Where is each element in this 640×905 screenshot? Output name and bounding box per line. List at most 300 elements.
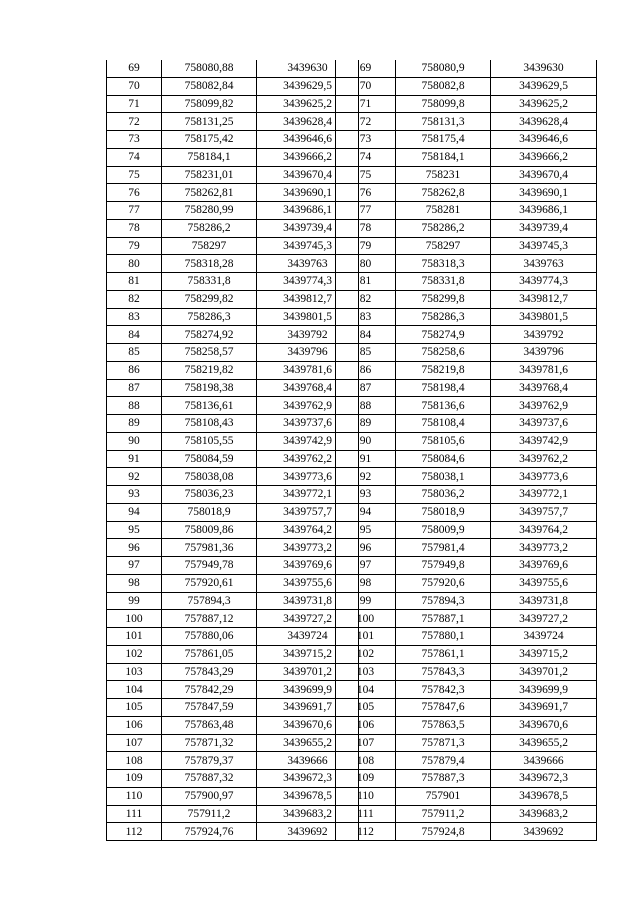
point-number-cell: 106 xyxy=(336,716,396,734)
y-coordinate-cell: 3439683,2 xyxy=(491,805,597,823)
x-coordinate-cell: 757861,1 xyxy=(396,645,491,663)
y-coordinate-cell: 3439629,5 xyxy=(257,77,359,95)
table-row xyxy=(107,113,359,131)
table-row xyxy=(107,628,359,646)
y-coordinate-cell: 3439812,7 xyxy=(257,290,359,308)
x-coordinate-cell: 758136,61 xyxy=(162,397,257,415)
x-coordinate-cell: 758299,8 xyxy=(396,290,491,308)
table-row xyxy=(336,521,597,539)
y-coordinate-cell: 3439691,7 xyxy=(257,699,359,717)
point-number-cell: 71 xyxy=(336,95,396,113)
coordinates-table-left-body xyxy=(107,60,359,841)
point-number-cell: 88 xyxy=(107,397,162,415)
y-coordinate-cell: 3439655,2 xyxy=(491,734,597,752)
x-coordinate-cell: 758131,25 xyxy=(162,113,257,131)
x-coordinate-cell: 758099,8 xyxy=(396,95,491,113)
point-number-cell: 90 xyxy=(336,432,396,450)
table-row xyxy=(107,557,359,575)
point-number-cell: 97 xyxy=(336,557,396,575)
y-coordinate-cell: 3439666,2 xyxy=(491,148,597,166)
table-row xyxy=(107,574,359,592)
coordinates-table-left xyxy=(106,60,359,841)
point-number-cell: 108 xyxy=(107,752,162,770)
y-coordinate-cell: 3439739,4 xyxy=(257,219,359,237)
y-coordinate-cell: 3439630 xyxy=(257,60,359,77)
table-row xyxy=(107,486,359,504)
table-row xyxy=(107,77,359,95)
x-coordinate-cell: 758297 xyxy=(162,237,257,255)
y-coordinate-cell: 3439646,6 xyxy=(257,131,359,149)
point-number-cell: 111 xyxy=(107,805,162,823)
y-coordinate-cell: 3439731,8 xyxy=(491,592,597,610)
point-number-cell: 99 xyxy=(107,592,162,610)
y-coordinate-cell: 3439773,6 xyxy=(257,468,359,486)
point-number-cell: 89 xyxy=(336,415,396,433)
x-coordinate-cell: 758299,82 xyxy=(162,290,257,308)
x-coordinate-cell: 758198,38 xyxy=(162,379,257,397)
point-number-cell: 80 xyxy=(336,255,396,273)
y-coordinate-cell: 3439796 xyxy=(491,344,597,362)
point-number-cell: 86 xyxy=(336,361,396,379)
y-coordinate-cell: 3439742,9 xyxy=(257,432,359,450)
point-number-cell: 71 xyxy=(107,95,162,113)
point-number-cell: 110 xyxy=(336,787,396,805)
table-row xyxy=(107,503,359,521)
x-coordinate-cell: 758108,43 xyxy=(162,415,257,433)
x-coordinate-cell: 757847,6 xyxy=(396,699,491,717)
x-coordinate-cell: 757949,78 xyxy=(162,557,257,575)
point-number-cell: 77 xyxy=(336,202,396,220)
x-coordinate-cell: 757847,59 xyxy=(162,699,257,717)
point-number-cell: 84 xyxy=(336,326,396,344)
point-number-cell: 79 xyxy=(107,237,162,255)
y-coordinate-cell: 3439762,2 xyxy=(257,450,359,468)
point-number-cell: 89 xyxy=(107,415,162,433)
x-coordinate-cell: 757920,6 xyxy=(396,574,491,592)
y-coordinate-cell: 3439737,6 xyxy=(257,415,359,433)
x-coordinate-cell: 758080,9 xyxy=(396,60,491,77)
table-row xyxy=(336,432,597,450)
y-coordinate-cell: 3439727,2 xyxy=(257,610,359,628)
y-coordinate-cell: 3439701,2 xyxy=(257,663,359,681)
table-row xyxy=(107,645,359,663)
point-number-cell: 81 xyxy=(336,273,396,291)
y-coordinate-cell: 3439762,9 xyxy=(491,397,597,415)
x-coordinate-cell: 758184,1 xyxy=(162,148,257,166)
y-coordinate-cell: 3439666 xyxy=(257,752,359,770)
x-coordinate-cell: 757879,37 xyxy=(162,752,257,770)
table-row xyxy=(336,131,597,149)
point-number-cell: 104 xyxy=(336,681,396,699)
x-coordinate-cell: 757924,76 xyxy=(162,823,257,841)
y-coordinate-cell: 3439763 xyxy=(257,255,359,273)
y-coordinate-cell: 3439692 xyxy=(491,823,597,841)
y-coordinate-cell: 3439773,6 xyxy=(491,468,597,486)
y-coordinate-cell: 3439755,6 xyxy=(491,574,597,592)
table-row xyxy=(336,752,597,770)
y-coordinate-cell: 3439670,6 xyxy=(257,716,359,734)
point-number-cell: 70 xyxy=(336,77,396,95)
point-number-cell: 105 xyxy=(107,699,162,717)
point-number-cell: 102 xyxy=(336,645,396,663)
point-number-cell: 87 xyxy=(107,379,162,397)
x-coordinate-cell: 757842,29 xyxy=(162,681,257,699)
point-number-cell: 78 xyxy=(107,219,162,237)
table-row xyxy=(107,681,359,699)
point-number-cell: 79 xyxy=(336,237,396,255)
y-coordinate-cell: 3439774,3 xyxy=(491,273,597,291)
table-row xyxy=(107,450,359,468)
point-number-cell: 95 xyxy=(107,521,162,539)
x-coordinate-cell: 757863,5 xyxy=(396,716,491,734)
y-coordinate-cell: 3439690,1 xyxy=(257,184,359,202)
table-row xyxy=(336,361,597,379)
table-row xyxy=(107,237,359,255)
table-row xyxy=(336,450,597,468)
table-row xyxy=(336,273,597,291)
table-row xyxy=(336,237,597,255)
point-number-cell: 90 xyxy=(107,432,162,450)
table-row xyxy=(107,131,359,149)
y-coordinate-cell: 3439801,5 xyxy=(491,308,597,326)
y-coordinate-cell: 3439727,2 xyxy=(491,610,597,628)
table-row xyxy=(107,592,359,610)
y-coordinate-cell: 3439772,1 xyxy=(257,486,359,504)
x-coordinate-cell: 757863,48 xyxy=(162,716,257,734)
y-coordinate-cell: 3439666,2 xyxy=(257,148,359,166)
point-number-cell: 72 xyxy=(107,113,162,131)
x-coordinate-cell: 758184,1 xyxy=(396,148,491,166)
table-row xyxy=(107,610,359,628)
point-number-cell: 74 xyxy=(107,148,162,166)
point-number-cell: 103 xyxy=(336,663,396,681)
x-coordinate-cell: 758258,57 xyxy=(162,344,257,362)
table-row xyxy=(336,344,597,362)
x-coordinate-cell: 758262,81 xyxy=(162,184,257,202)
y-coordinate-cell: 3439672,3 xyxy=(491,770,597,788)
x-coordinate-cell: 758105,6 xyxy=(396,432,491,450)
x-coordinate-cell: 758082,8 xyxy=(396,77,491,95)
table-row xyxy=(336,787,597,805)
table-row xyxy=(336,716,597,734)
point-number-cell: 108 xyxy=(336,752,396,770)
y-coordinate-cell: 3439715,2 xyxy=(257,645,359,663)
x-coordinate-cell: 758009,9 xyxy=(396,521,491,539)
point-number-cell: 92 xyxy=(336,468,396,486)
x-coordinate-cell: 757901 xyxy=(396,787,491,805)
table-row xyxy=(336,468,597,486)
point-number-cell: 98 xyxy=(107,574,162,592)
x-coordinate-cell: 758281 xyxy=(396,202,491,220)
point-number-cell: 112 xyxy=(107,823,162,841)
y-coordinate-cell: 3439678,5 xyxy=(257,787,359,805)
point-number-cell: 72 xyxy=(336,113,396,131)
point-number-cell: 80 xyxy=(107,255,162,273)
x-coordinate-cell: 758318,28 xyxy=(162,255,257,273)
x-coordinate-cell: 757861,05 xyxy=(162,645,257,663)
y-coordinate-cell: 3439686,1 xyxy=(491,202,597,220)
x-coordinate-cell: 758084,6 xyxy=(396,450,491,468)
y-coordinate-cell: 3439755,6 xyxy=(257,574,359,592)
point-number-cell: 100 xyxy=(336,610,396,628)
table-row xyxy=(107,770,359,788)
y-coordinate-cell: 3439666 xyxy=(491,752,597,770)
point-number-cell: 95 xyxy=(336,521,396,539)
y-coordinate-cell: 3439731,8 xyxy=(257,592,359,610)
y-coordinate-cell: 3439757,7 xyxy=(257,503,359,521)
table-row xyxy=(107,823,359,841)
y-coordinate-cell: 3439724 xyxy=(257,628,359,646)
point-number-cell: 100 xyxy=(107,610,162,628)
point-number-cell: 94 xyxy=(107,503,162,521)
y-coordinate-cell: 3439630 xyxy=(491,60,597,77)
x-coordinate-cell: 757879,4 xyxy=(396,752,491,770)
x-coordinate-cell: 758175,42 xyxy=(162,131,257,149)
x-coordinate-cell: 758084,59 xyxy=(162,450,257,468)
point-number-cell: 84 xyxy=(107,326,162,344)
x-coordinate-cell: 758038,08 xyxy=(162,468,257,486)
table-row xyxy=(107,60,359,77)
x-coordinate-cell: 757981,4 xyxy=(396,539,491,557)
point-number-cell: 83 xyxy=(107,308,162,326)
point-number-cell: 109 xyxy=(107,770,162,788)
x-coordinate-cell: 758105,55 xyxy=(162,432,257,450)
x-coordinate-cell: 758198,4 xyxy=(396,379,491,397)
table-row xyxy=(336,610,597,628)
x-coordinate-cell: 758231 xyxy=(396,166,491,184)
x-coordinate-cell: 758136,6 xyxy=(396,397,491,415)
x-coordinate-cell: 757894,3 xyxy=(396,592,491,610)
y-coordinate-cell: 3439672,3 xyxy=(257,770,359,788)
y-coordinate-cell: 3439769,6 xyxy=(491,557,597,575)
table-row xyxy=(336,60,597,77)
table-row xyxy=(107,308,359,326)
x-coordinate-cell: 758231,01 xyxy=(162,166,257,184)
point-number-cell: 75 xyxy=(336,166,396,184)
point-number-cell: 107 xyxy=(336,734,396,752)
y-coordinate-cell: 3439678,5 xyxy=(491,787,597,805)
y-coordinate-cell: 3439762,9 xyxy=(257,397,359,415)
table-row xyxy=(336,184,597,202)
y-coordinate-cell: 3439690,1 xyxy=(491,184,597,202)
x-coordinate-cell: 758274,9 xyxy=(396,326,491,344)
point-number-cell: 81 xyxy=(107,273,162,291)
y-coordinate-cell: 3439628,4 xyxy=(257,113,359,131)
y-coordinate-cell: 3439764,2 xyxy=(491,521,597,539)
x-coordinate-cell: 758219,82 xyxy=(162,361,257,379)
x-coordinate-cell: 758258,6 xyxy=(396,344,491,362)
table-row xyxy=(336,663,597,681)
y-coordinate-cell: 3439625,2 xyxy=(491,95,597,113)
x-coordinate-cell: 758038,1 xyxy=(396,468,491,486)
table-row xyxy=(336,699,597,717)
x-coordinate-cell: 758331,8 xyxy=(396,273,491,291)
table-row xyxy=(336,681,597,699)
table-row xyxy=(107,219,359,237)
table-row xyxy=(107,202,359,220)
y-coordinate-cell: 3439772,1 xyxy=(491,486,597,504)
y-coordinate-cell: 3439768,4 xyxy=(257,379,359,397)
point-number-cell: 103 xyxy=(107,663,162,681)
x-coordinate-cell: 758262,8 xyxy=(396,184,491,202)
table-row xyxy=(336,574,597,592)
y-coordinate-cell: 3439762,2 xyxy=(491,450,597,468)
y-coordinate-cell: 3439773,2 xyxy=(257,539,359,557)
table-row xyxy=(107,273,359,291)
y-coordinate-cell: 3439739,4 xyxy=(491,219,597,237)
table-row xyxy=(107,95,359,113)
table-row xyxy=(336,95,597,113)
x-coordinate-cell: 758080,88 xyxy=(162,60,257,77)
x-coordinate-cell: 757911,2 xyxy=(396,805,491,823)
table-row xyxy=(336,557,597,575)
table-row xyxy=(336,255,597,273)
y-coordinate-cell: 3439781,6 xyxy=(491,361,597,379)
point-number-cell: 101 xyxy=(336,628,396,646)
x-coordinate-cell: 757981,36 xyxy=(162,539,257,557)
table-row xyxy=(107,379,359,397)
point-number-cell: 73 xyxy=(107,131,162,149)
y-coordinate-cell: 3439699,9 xyxy=(491,681,597,699)
y-coordinate-cell: 3439757,7 xyxy=(491,503,597,521)
table-row xyxy=(107,255,359,273)
table-row xyxy=(107,699,359,717)
table-row xyxy=(336,645,597,663)
y-coordinate-cell: 3439792 xyxy=(257,326,359,344)
point-number-cell: 86 xyxy=(107,361,162,379)
x-coordinate-cell: 757871,3 xyxy=(396,734,491,752)
point-number-cell: 110 xyxy=(107,787,162,805)
y-coordinate-cell: 3439686,1 xyxy=(257,202,359,220)
table-row xyxy=(107,539,359,557)
point-number-cell: 82 xyxy=(107,290,162,308)
table-row xyxy=(107,734,359,752)
y-coordinate-cell: 3439699,9 xyxy=(257,681,359,699)
x-coordinate-cell: 758280,99 xyxy=(162,202,257,220)
point-number-cell: 77 xyxy=(107,202,162,220)
point-number-cell: 78 xyxy=(336,219,396,237)
point-number-cell: 94 xyxy=(336,503,396,521)
y-coordinate-cell: 3439692 xyxy=(257,823,359,841)
point-number-cell: 102 xyxy=(107,645,162,663)
x-coordinate-cell: 757920,61 xyxy=(162,574,257,592)
table-row xyxy=(107,415,359,433)
point-number-cell: 105 xyxy=(336,699,396,717)
y-coordinate-cell: 3439812,7 xyxy=(491,290,597,308)
table-row xyxy=(107,521,359,539)
point-number-cell: 82 xyxy=(336,290,396,308)
y-coordinate-cell: 3439745,3 xyxy=(491,237,597,255)
table-row xyxy=(107,432,359,450)
point-number-cell: 91 xyxy=(107,450,162,468)
y-coordinate-cell: 3439781,6 xyxy=(257,361,359,379)
point-number-cell: 97 xyxy=(107,557,162,575)
x-coordinate-cell: 757900,97 xyxy=(162,787,257,805)
y-coordinate-cell: 3439801,5 xyxy=(257,308,359,326)
table-row xyxy=(107,468,359,486)
x-coordinate-cell: 757924,8 xyxy=(396,823,491,841)
point-number-cell: 87 xyxy=(336,379,396,397)
x-coordinate-cell: 758331,8 xyxy=(162,273,257,291)
point-number-cell: 70 xyxy=(107,77,162,95)
x-coordinate-cell: 757949,8 xyxy=(396,557,491,575)
x-coordinate-cell: 758018,9 xyxy=(162,503,257,521)
y-coordinate-cell: 3439670,4 xyxy=(257,166,359,184)
y-coordinate-cell: 3439796 xyxy=(257,344,359,362)
table-row xyxy=(107,326,359,344)
x-coordinate-cell: 757843,3 xyxy=(396,663,491,681)
point-number-cell: 112 xyxy=(336,823,396,841)
x-coordinate-cell: 757871,32 xyxy=(162,734,257,752)
table-row xyxy=(336,397,597,415)
coordinates-table-right xyxy=(335,60,597,841)
x-coordinate-cell: 758286,2 xyxy=(396,219,491,237)
y-coordinate-cell: 3439655,2 xyxy=(257,734,359,752)
y-coordinate-cell: 3439715,2 xyxy=(491,645,597,663)
point-number-cell: 98 xyxy=(336,574,396,592)
table-row xyxy=(107,663,359,681)
point-number-cell: 76 xyxy=(107,184,162,202)
y-coordinate-cell: 3439691,7 xyxy=(491,699,597,717)
y-coordinate-cell: 3439629,5 xyxy=(491,77,597,95)
point-number-cell: 91 xyxy=(336,450,396,468)
y-coordinate-cell: 3439769,6 xyxy=(257,557,359,575)
point-number-cell: 85 xyxy=(336,344,396,362)
point-number-cell: 92 xyxy=(107,468,162,486)
point-number-cell: 99 xyxy=(336,592,396,610)
y-coordinate-cell: 3439701,2 xyxy=(491,663,597,681)
point-number-cell: 96 xyxy=(107,539,162,557)
x-coordinate-cell: 757887,3 xyxy=(396,770,491,788)
table-row xyxy=(107,361,359,379)
x-coordinate-cell: 757887,1 xyxy=(396,610,491,628)
y-coordinate-cell: 3439670,4 xyxy=(491,166,597,184)
point-number-cell: 96 xyxy=(336,539,396,557)
x-coordinate-cell: 757887,12 xyxy=(162,610,257,628)
point-number-cell: 75 xyxy=(107,166,162,184)
x-coordinate-cell: 758036,2 xyxy=(396,486,491,504)
x-coordinate-cell: 757887,32 xyxy=(162,770,257,788)
table-row xyxy=(107,397,359,415)
x-coordinate-cell: 758274,92 xyxy=(162,326,257,344)
point-number-cell: 93 xyxy=(336,486,396,504)
y-coordinate-cell: 3439628,4 xyxy=(491,113,597,131)
table-row xyxy=(336,628,597,646)
x-coordinate-cell: 758099,82 xyxy=(162,95,257,113)
table-row xyxy=(336,326,597,344)
point-number-cell: 83 xyxy=(336,308,396,326)
point-number-cell: 107 xyxy=(107,734,162,752)
point-number-cell: 69 xyxy=(107,60,162,77)
x-coordinate-cell: 758286,3 xyxy=(396,308,491,326)
point-number-cell: 109 xyxy=(336,770,396,788)
y-coordinate-cell: 3439646,6 xyxy=(491,131,597,149)
table-row xyxy=(336,148,597,166)
table-row xyxy=(107,290,359,308)
table-row xyxy=(336,77,597,95)
y-coordinate-cell: 3439774,3 xyxy=(257,273,359,291)
table-row xyxy=(336,308,597,326)
table-row xyxy=(107,148,359,166)
table-row xyxy=(336,734,597,752)
y-coordinate-cell: 3439764,2 xyxy=(257,521,359,539)
table-row xyxy=(336,823,597,841)
table-row xyxy=(336,486,597,504)
x-coordinate-cell: 758131,3 xyxy=(396,113,491,131)
x-coordinate-cell: 758036,23 xyxy=(162,486,257,504)
point-number-cell: 101 xyxy=(107,628,162,646)
table-row xyxy=(336,290,597,308)
